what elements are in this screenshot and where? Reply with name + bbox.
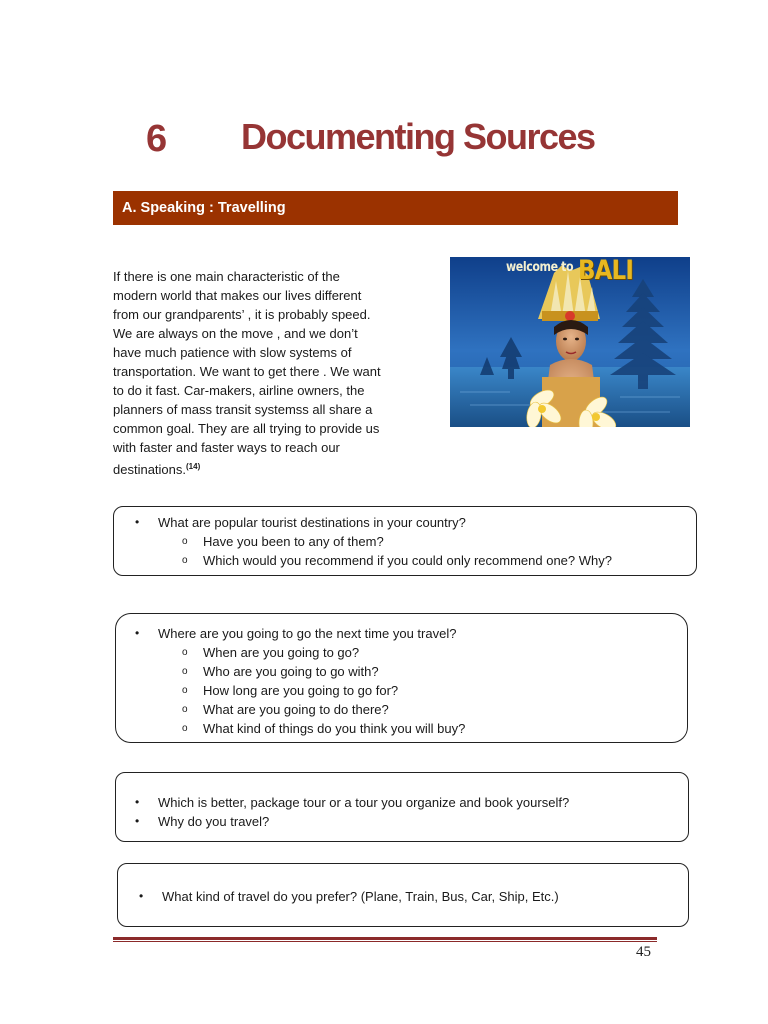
intro-line: transportation. We want to get there . We want [113,364,381,379]
sub-question-item [135,551,696,570]
intro-line: to do it fast. Car-makers, airline owners, the [113,383,365,398]
sub-question-text: What kind of things do you think you will buy? [203,721,466,736]
chapter-title: Documenting Sources [241,116,595,157]
question-text: Where are you going to go the next time you travel? [158,626,457,641]
intro-line: modern world that makes our lives different [113,288,362,303]
bali-poster-image [450,257,690,427]
bullet-icon: • [135,515,140,529]
intro-line [113,457,413,479]
intro-line: from our grandparents’ , it is probably speed. [113,307,371,322]
section-title: A. Speaking : Travelling [122,200,286,216]
circle-bullet-icon: o [182,647,188,658]
sub-question-item [135,643,687,662]
question-text: What are popular tourist destinations in your country? [158,515,466,530]
sub-question-item [135,662,687,681]
question-box [117,863,689,927]
circle-bullet-icon: o [182,723,188,734]
question-item [139,887,688,906]
circle-bullet-icon: o [182,536,188,547]
bali-poster-art [450,257,690,427]
footer-rule-thick [113,937,657,940]
sub-question-item [135,719,687,738]
poster-welcome-text: welcome to [506,260,574,275]
sub-question-text: When are you going to go? [203,645,360,660]
circle-bullet-icon: o [182,704,188,715]
sub-question-text: Which would you recommend if you could only recommend one? Why? [203,553,612,568]
bullet-icon: • [139,889,144,903]
circle-bullet-icon: o [182,666,188,677]
intro-line: with faster and faster ways to reach our [113,440,340,455]
bullet-icon: • [135,795,140,809]
intro-line: We are always on the move , and we don’t [113,326,358,341]
question-text: Why do you travel? [158,814,270,829]
sub-question-text: Who are you going to go with? [203,664,379,679]
chapter-number: 6 [146,118,167,160]
question-box [115,772,689,842]
footer-rule-thin [113,941,657,942]
bullet-icon: • [135,626,140,640]
intro-line: planners of mass transit systemss all share a [113,402,373,417]
circle-bullet-icon: o [182,555,188,566]
circle-bullet-icon: o [182,685,188,696]
sub-question-item [135,681,687,700]
intro-line: have much patience with slow systems of [113,345,352,360]
question-box [113,506,697,576]
footer-rule [113,937,657,943]
sub-question-text: Have you been to any of them? [203,534,384,549]
question-box [115,613,688,743]
question-item [135,624,687,643]
question-item [135,812,688,831]
poster-place-text: BALI [578,257,634,286]
section-header [113,191,678,225]
question-text: What kind of travel do you prefer? (Plane, Train, Bus, Car, Ship, Etc.) [162,889,559,904]
intro-line: common goal. They are all trying to provide us [113,421,380,436]
footnote-marker: (14) [186,462,201,471]
intro-last-line: destinations. [113,462,186,477]
intro-line: If there is one main characteristic of the [113,269,340,284]
question-item [135,793,688,812]
sub-question-item [135,532,696,551]
question-text: Which is better, package tour or a tour you organize and book yourself? [158,795,570,810]
intro-paragraph [113,267,413,479]
bullet-icon: • [135,814,140,828]
page-number: 45 [636,944,651,960]
sub-question-text: How long are you going to go for? [203,683,399,698]
sub-question-item [135,700,687,719]
sub-question-text: What are you going to do there? [203,702,389,717]
question-item [135,513,696,532]
